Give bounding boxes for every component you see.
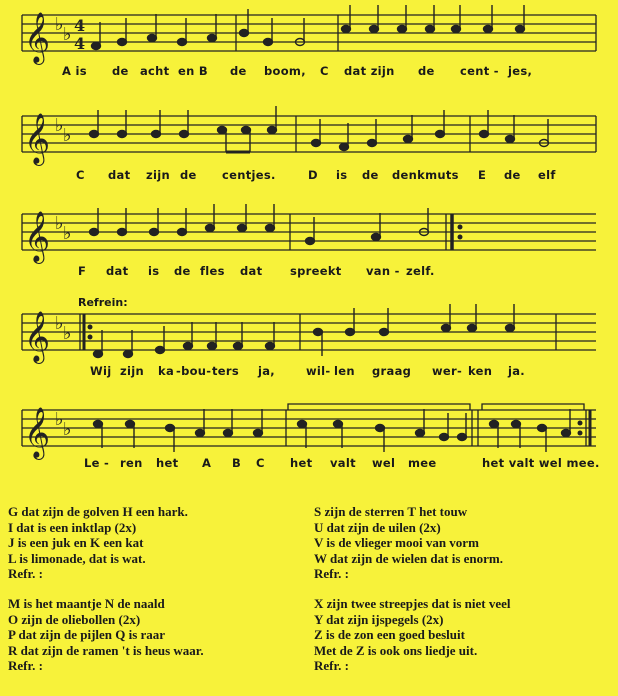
lyric-word: is [148,264,160,278]
staff-1 [0,0,618,100]
lyric-word: graag [372,364,412,378]
verse-line: X zijn twee streepjes dat is niet veel [314,595,511,611]
lyric-word: het [290,456,313,470]
verse-line: S zijn de sterren T het touw [314,504,468,519]
verse-line: G dat zijn de golven H een hark. [8,504,188,519]
lyric-word: wil- [306,364,331,378]
lyric-word: jes, [508,64,533,78]
svg-text:♭: ♭ [55,213,64,234]
verse-line: W dat zijn de wielen dat is enorm. [314,550,503,566]
verse-line: Refr. : [314,658,349,674]
verse-line: Z is de zon een goed besluit [314,627,465,643]
notes-2 [90,106,549,152]
treble-clef-icon [24,407,50,460]
lyric-word: denkmuts [392,168,459,182]
lyric-word: ters [212,364,240,378]
staff-2 [0,98,618,198]
lyric-word: E [478,168,487,182]
key-signature-icon [55,115,72,146]
verse-line: I dat is een inktlap (2x) [8,519,137,535]
lyric-word: fles [200,264,225,278]
lyric-word: A is [62,64,87,78]
lyric-word: dat zijn [344,64,395,78]
lyric-word: de [418,64,435,78]
lyric-word: het [156,456,179,470]
lyric-word: van - [366,264,400,278]
lyric-word: C [256,456,265,470]
lyric-word: wel [372,456,396,470]
lyric-word: dat [106,264,129,278]
time-signature-icon [74,16,85,53]
lyric-word: wer- [432,364,463,378]
verses-right [314,504,511,674]
svg-text:4: 4 [74,16,86,35]
lyric-word: spreekt [290,264,342,278]
svg-text:𝄞: 𝄞 [24,407,51,458]
lyric-word: F [78,264,87,278]
svg-text:𝄞: 𝄞 [24,12,51,63]
lyric-word: D [308,168,318,182]
lyric-word: dat [108,168,131,182]
lyric-word: cent - [460,64,499,78]
lyric-word: ja, [258,364,275,378]
svg-text:♭: ♭ [63,323,72,344]
svg-text:♭: ♭ [63,125,72,146]
svg-text:♭: ♭ [55,14,64,35]
notes-3 [90,204,429,245]
lyric-word: acht [140,64,170,78]
lyric-word: A [202,456,212,470]
lyric-word: de [174,264,191,278]
lyric-word: en B [178,64,208,78]
lyric-word: zijn [146,168,170,182]
staff-3 [0,196,618,296]
staff-5 [0,396,618,496]
treble-clef-icon [24,12,50,65]
lyric-word: mee [408,456,437,470]
treble-clef-icon [24,113,50,166]
verse-line: U dat zijn de uilen (2x) [314,519,441,535]
verse-line: L is limonade, dat is wat. [8,550,146,566]
verses-left [8,504,204,674]
verse-line: Refr. : [8,658,43,674]
verse-line: O zijn de oliebollen (2x) [8,611,141,627]
lyric-word: elf [538,168,556,182]
verse-line: M is het maantje N de naald [8,595,165,611]
lyric-word: de [362,168,379,182]
notes-1 [92,5,525,50]
key-signature-icon [55,409,72,440]
lyric-word: centjes. [222,168,276,182]
lyric-word: -bou- [176,364,212,378]
lyric-word: ka [158,364,175,378]
treble-clef-icon [24,311,50,364]
lyric-word: C [76,168,85,182]
lyric-word: het valt wel mee. [482,456,600,470]
lyric-word: ren [120,456,143,470]
verse-line: P dat zijn de pijlen Q is raar [8,627,166,643]
lyric-word: boom, [264,64,306,78]
key-signature-icon [55,14,72,45]
verse-line: Met de Z is ook ons liedje uit. [314,642,478,658]
verse-line: R dat zijn de ramen 't is heus waar. [8,642,204,658]
lyric-word: de [180,168,197,182]
svg-text:♭: ♭ [63,24,72,45]
lyric-word: zelf. [406,264,435,278]
svg-text:♭: ♭ [55,409,64,430]
lyric-word: Wij [90,364,112,378]
lyric-word: de [230,64,247,78]
svg-text:4: 4 [74,34,86,53]
svg-text:♭: ♭ [63,419,72,440]
svg-text:♭: ♭ [55,313,64,334]
svg-text:𝄞: 𝄞 [24,311,51,362]
verse-line: V is de vlieger mooi van vorm [314,535,479,551]
svg-text:♭: ♭ [55,115,64,136]
svg-text:♭: ♭ [63,223,72,244]
verse-line: J is een juk en K een kat [8,535,144,551]
lyric-word: dat [240,264,263,278]
lyric-word: ja. [508,364,525,378]
verse-line: Refr. : [314,566,349,582]
verse-line: Y dat zijn ijspegels (2x) [314,611,444,627]
lyric-word: B [232,456,242,470]
lyric-word: Le - [84,456,110,470]
refrain-label: Refrein: [78,296,128,309]
lyric-word: len [334,364,355,378]
staff-4 [0,300,618,400]
key-signature-icon [55,213,72,244]
treble-clef-icon [24,211,50,264]
svg-text:𝄞: 𝄞 [24,211,51,262]
lyric-word: de [504,168,521,182]
lyric-word: is [336,168,348,182]
lyric-word: valt [330,456,356,470]
svg-text:𝄞: 𝄞 [24,113,51,164]
verse-line: Refr. : [8,566,43,582]
lyric-word: de [112,64,129,78]
lyric-word: C [320,64,329,78]
key-signature-icon [55,313,72,344]
lyric-word: ken [468,364,493,378]
lyric-word: zijn [120,364,144,378]
